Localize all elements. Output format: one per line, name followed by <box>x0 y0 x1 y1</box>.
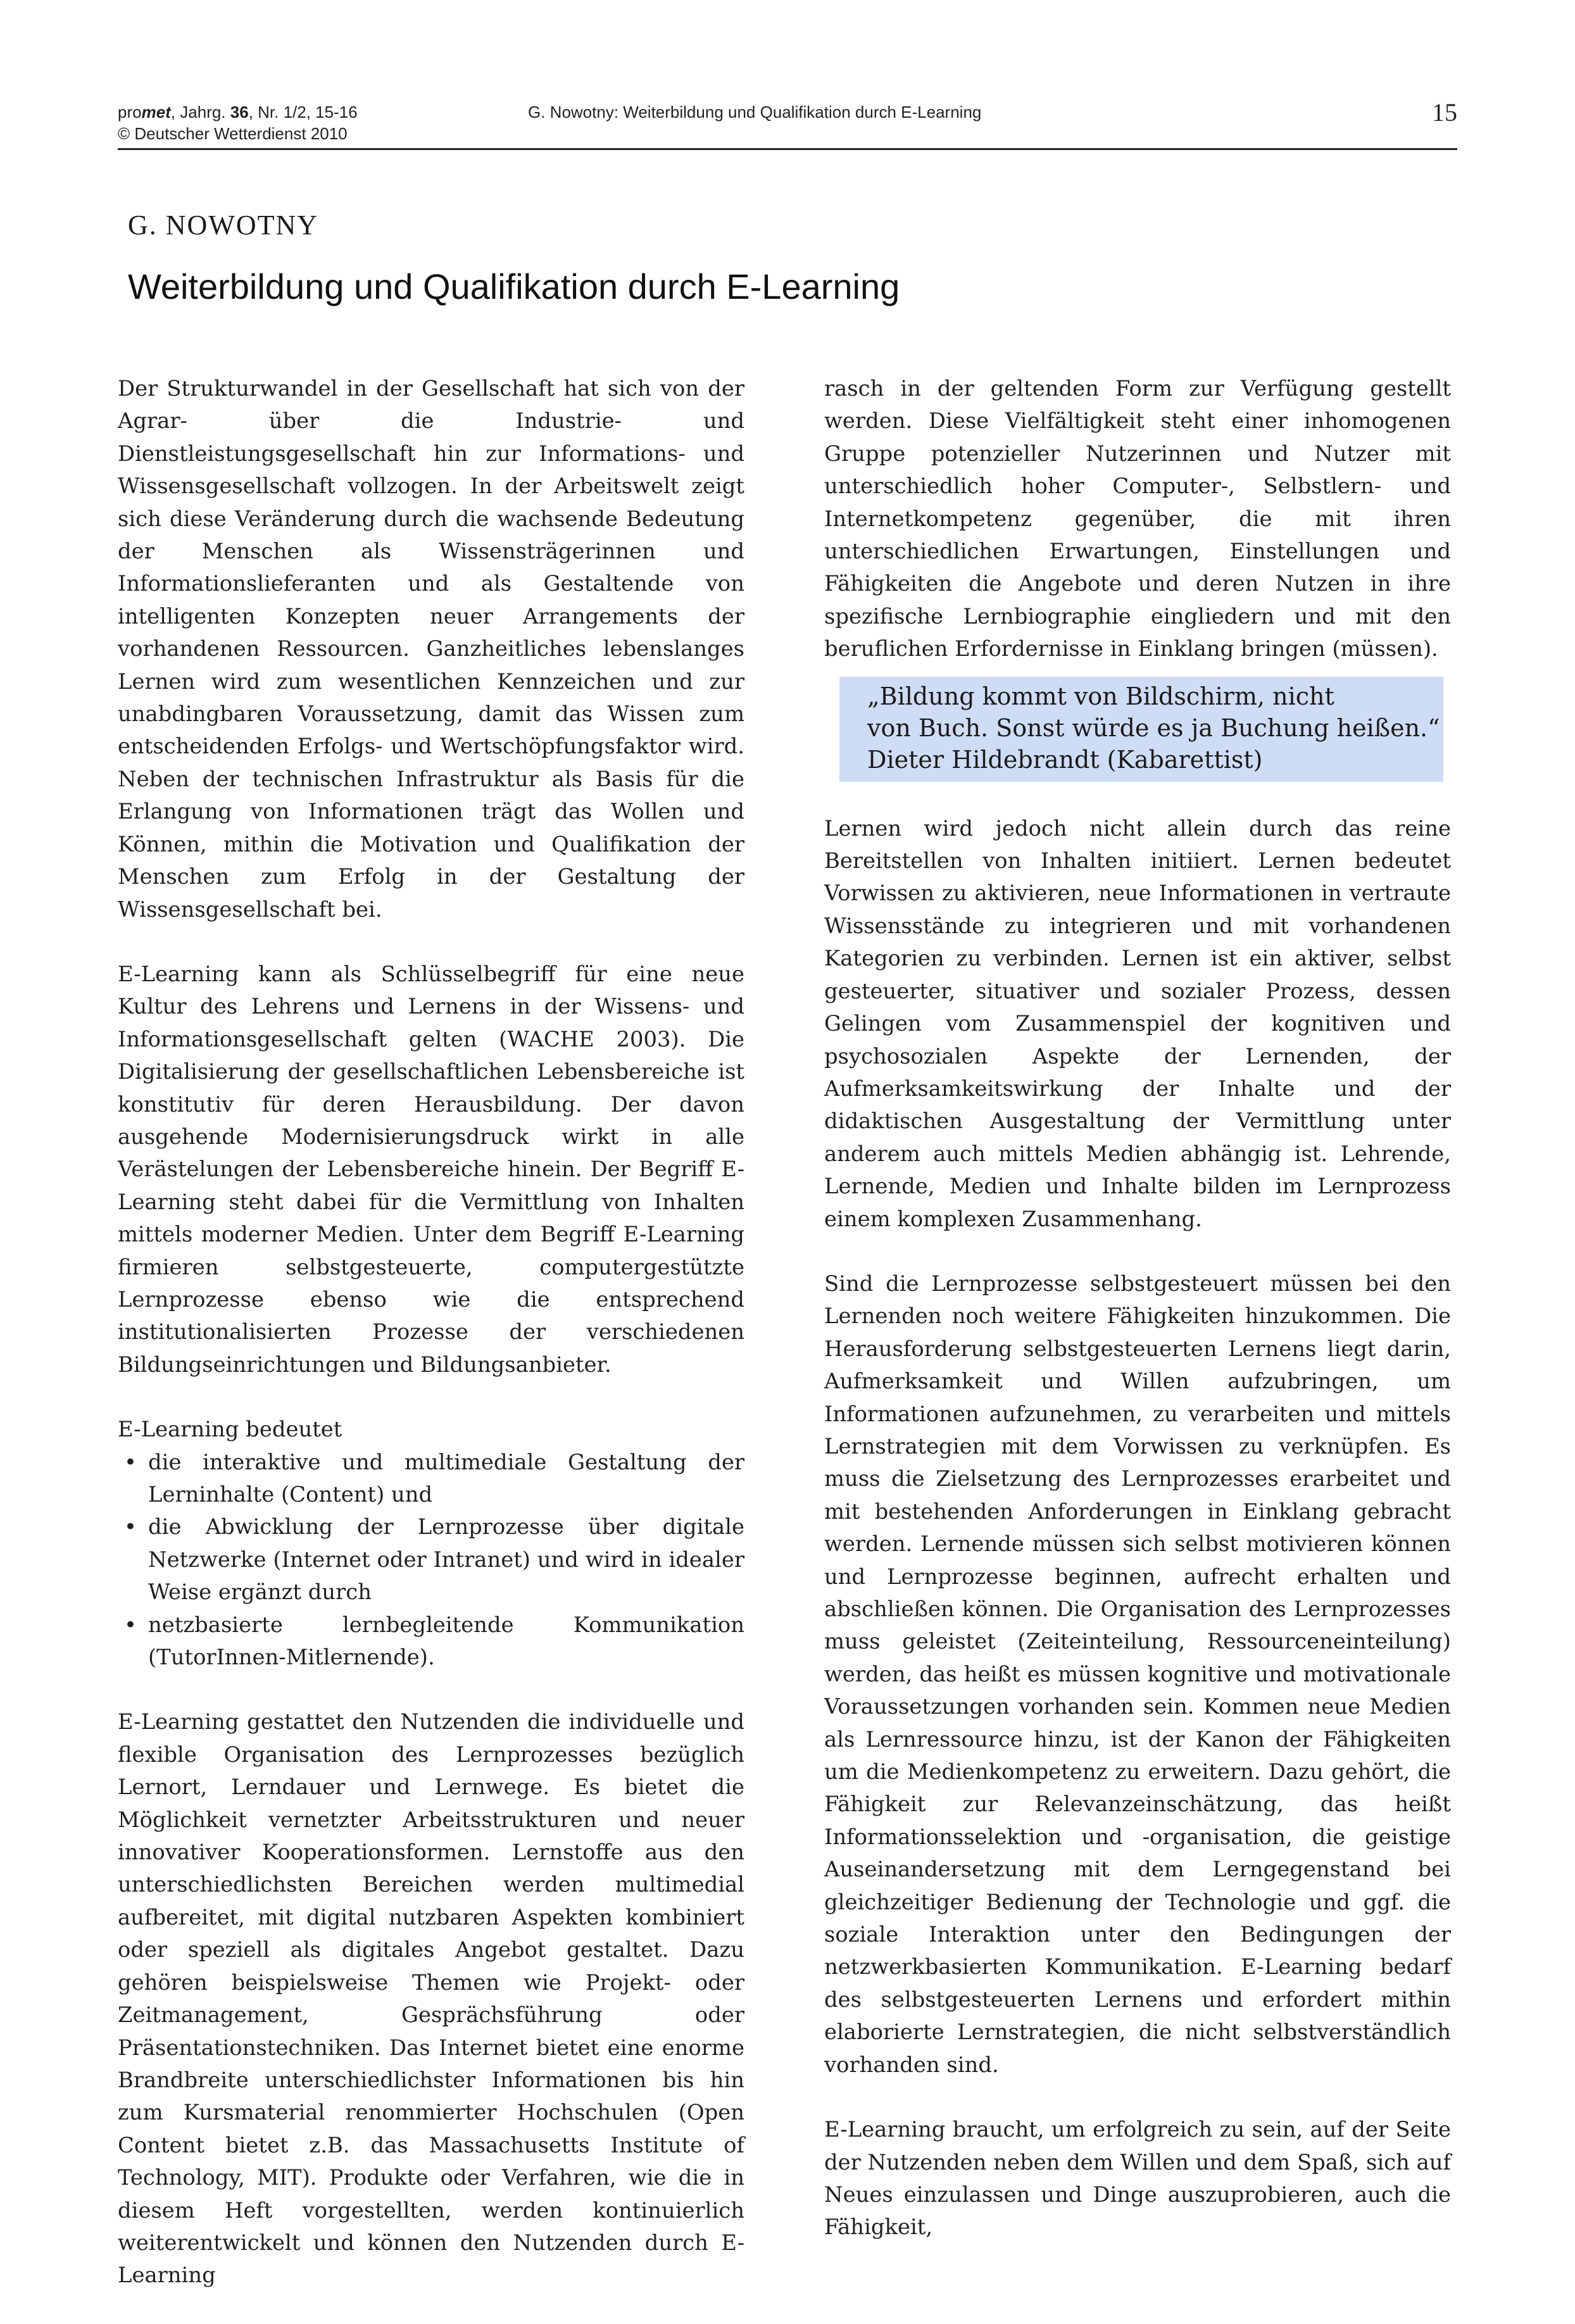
paragraph: Sind die Lernprozesse selbstgesteuert müssen bei den Lernenden noch weitere Fähigkeiten hinzukommen. Die Herausforderung selbstgesteuerten Lernens liegt darin, Aufmerksamkeit und Willen aufzubringen, um Informationen aufzunehmen, zu verarbeiten und mittels Lernstrategien mit dem Vorwissen zu verknüpfen. Es muss die Zielsetzung des Lernprozesses erarbeitet und mit bestehenden Anforderungen in Einklang gebracht werden. Lernende müssen sich selbst motivieren können und Lernprozesse beginnen, aufrecht erhalten und abschließen können. Die Organisation des Lernprozesses muss geleistet (Zeiteinteilung, Ressourceneinteilung) werden, das heißt es müssen kognitive und motivationale Voraussetzungen vorhanden sein. Kommen neue Medien als Lernressource hinzu, ist der Kanon der Fähigkeiten um die Medienkompetenz zu erweitern. Dazu gehört, die Fähigkeit zur Relevanzeinschätzung, das heißt Informationsselektion und -organisation, die geistige Auseinandersetzung mit dem Lerngegenstand bei gleichzeitiger Bedienung der Technologie und ggf. die soziale Interaktion unter den Bedingungen der netzwerkbasierten Kommunikation. E-Learning bedarf des selbstgesteuerten Lernens und erfordert mithin elaborierte Lernstrategien, die nicht selbstverständlich vorhanden sind. <box>824 1271 1451 2077</box>
copyright-line: © Deutscher Wetterdienst 2010 <box>118 124 348 143</box>
quote-line: von Buch. Sonst würde es ja Buchung heißen.“ <box>867 713 1440 742</box>
paragraph: E-Learning kann als Schlüsselbegriff für eine neue Kultur des Lehrens und Lernens in der Wissens- und Informationsgesellschaft gelten (WACHE 2003). Die Digitalisierung der gesellschaftlichen Lebensbereiche ist konstitutiv für deren Herausbildung. Der davon ausgehende Modernisierungsdruck wirkt in alle Verästelungen der Lebensbereiche hinein. Der Begriff E-Learning steht dabei für die Vermittlung von Inhalten mittels moderner Medien. Unter dem Begriff E-Learning firmieren selbstgesteuerte, computergestützte Lernprozesse ebenso wie die entsprechend institutionalisierten Prozesse der verschiedenen Bildungseinrichtungen und Bildungsanbieter. <box>118 961 744 1377</box>
header-rule <box>118 148 1457 150</box>
right-column <box>824 372 1451 2276</box>
article-title: Weiterbildung und Qualifikation durch E-Learning <box>128 267 900 306</box>
quote-line: „Bildung kommt von Bildschirm, nicht <box>867 682 1334 710</box>
journal-citation <box>118 101 358 144</box>
left-column <box>118 372 744 2324</box>
paragraph: Der Strukturwandel in der Gesellschaft hat sich von der Agrar- über die Industrie- und Dienstleistungsgesellschaft hin zur Informations- und Wissensgesellschaft vollzogen. In der Arbeitswelt zeigt sich diese Veränderung durch die wachsende Bedeutung der Menschen als Wissensträgerinnen und Informationslieferanten und als Gestaltende von intelligenten Konzepten neuer Arrangements der vorhandenen Ressourcen. Ganzheitliches lebenslanges Lernen wird zum wesentlichen Kennzeichen und zur unabdingbaren Voraussetzung, damit das Wissen zum entscheidenden Erfolgs- und Wertschöpfungsfaktor wird. Neben der technischen Infrastruktur als Basis für die Erlangung von Informationen trägt das Wollen und Können, mithin die Motivation und Qualifikation der Menschen zum Erfolg in der Gestaltung der Wissensgesellschaft bei. <box>118 376 744 922</box>
list-intro: E-Learning bedeutet <box>118 1417 342 1442</box>
bullet-list <box>118 1446 744 1674</box>
quote-attribution: Dieter Hildebrandt (Kabarettist) <box>867 745 1263 774</box>
journal-line: promet, Jahrg. 36, Nr. 1/2, 15-16 <box>118 103 358 122</box>
article-author: G. NOWOTNY <box>128 210 319 241</box>
page-number: 15 <box>1432 98 1457 127</box>
paragraph: rasch in der geltenden Form zur Verfügung gestellt werden. Diese Vielfältigkeit steht einer inhomogenen Gruppe potenzieller Nutzerinnen und Nutzer mit unterschiedlich hoher Computer-, Selbstlern- und Internetkompetenz gegenüber, die mit ihren unterschiedlichen Erwartungen, Einstellungen und Fähigkeiten die Angebote und deren Nutzen in ihre spezifische Lernbiographie eingliedern und mit den beruflichen Erfordernisse in Einklang bringen (müssen). <box>824 376 1451 662</box>
paragraph: E-Learning gestattet den Nutzenden die individuelle und flexible Organisation des Lernprozesses bezüglich Lernort, Lerndauer und Lernwege. Es bietet die Möglichkeit vernetzter Arbeitsstrukturen und neuer innovativer Kooperationsformen. Lernstoffe aus den unterschiedlichsten Bereichen werden multimedial aufbereitet, mit digital nutzbaren Aspekten kombiniert oder speziell als digitales Angebot gestaltet. Dazu gehören beispielsweise Themen wie Projekt- oder Zeitmanagement, Gesprächsführung oder Präsentationstechniken. Das Internet bietet eine enorme Brandbreite unterschiedlichster Informationen bis hin zum Kursmaterial renommierter Hochschulen (Open Content bietet z.B. das Massachusetts Institute of Technology, MIT). Produkte oder Verfahren, wie die in diesem Heft vorgestellten, werden kontinuierlich weiterentwickelt und können den Nutzenden durch E-Learning <box>118 1709 744 2288</box>
paragraph: E-Learning braucht, um erfolgreich zu sein, auf der Seite der Nutzenden neben dem Willen und dem Spaß, sich auf Neues einzulassen und Dinge auszuprobieren, auch die Fähigkeit, <box>824 2117 1451 2240</box>
running-title: G. Nowotny: Weiterbildung und Qualifikation durch E-Learning <box>528 103 982 122</box>
quote-box <box>839 677 1443 782</box>
list-item: • netzbasierte lernbegleitende Kommunikation (TutorInnen-Mitlernende). <box>118 1609 744 1674</box>
page-header <box>118 98 1457 146</box>
paragraph: Lernen wird jedoch nicht allein durch das reine Bereitstellen von Inhalten initiiert. Lernen bedeutet Vorwissen zu aktivieren, neue Informationen in vertraute Wissensstände zu integrieren und mit vorhandenen Kategorien zu verbinden. Lernen ist ein aktiver, selbst gesteuerter, situativer und sozialer Prozess, dessen Gelingen vom Zusammenspiel der kognitiven und psychosozialen Aspekte der Lernenden, der Aufmerksamkeitswirkung der Inhalte und der didaktischen Ausgestaltung der Vermittlung unter anderem auch mittels Medien abhängig ist. Lehrende, Lernende, Medien und Inhalte bilden im Lernprozess einem komplexen Zusammenhang. <box>824 815 1451 1231</box>
list-item: • die Abwicklung der Lernprozesse über digitale Netzwerke (Internet oder Intranet) und wird in idealer Weise ergänzt durch <box>118 1511 744 1608</box>
list-item: • die interaktive und multimediale Gestaltung der Lerninhalte (Content) und <box>118 1446 744 1511</box>
